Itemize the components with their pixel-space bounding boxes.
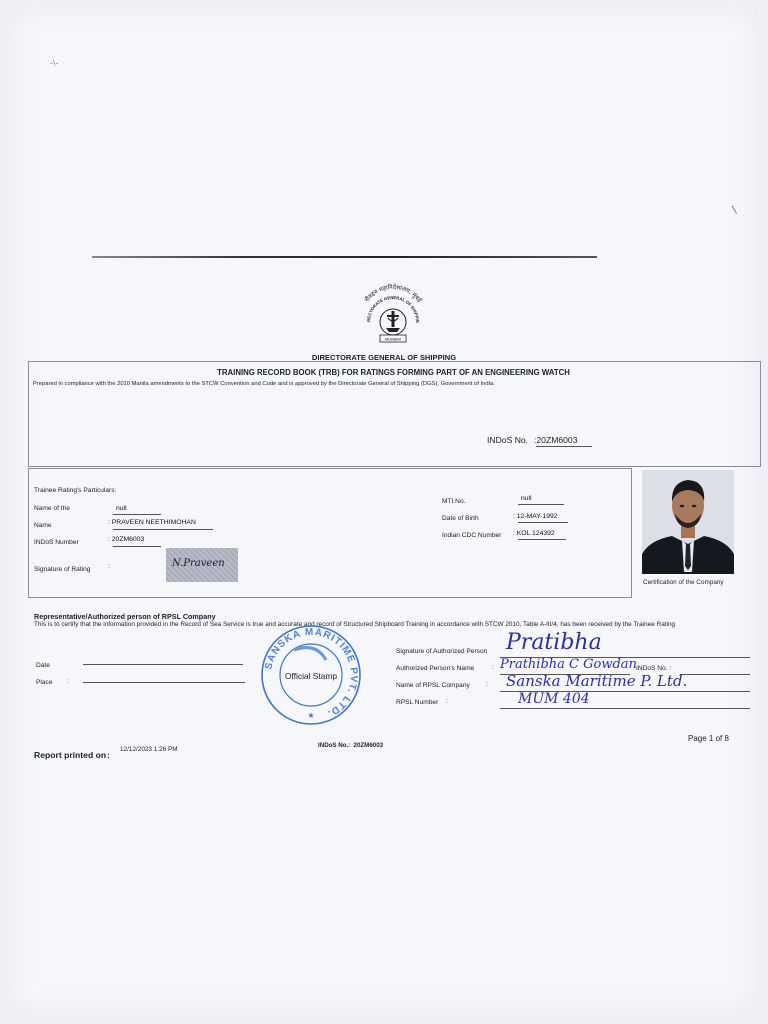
footer-indos-value: : 20ZM6003 bbox=[348, 742, 384, 749]
indos-number-label: INDoS Number bbox=[34, 539, 79, 546]
footer-indos-label: INDoS No. bbox=[318, 742, 349, 749]
photo-caption: Certification of the Company bbox=[643, 579, 724, 586]
trainee-section-title: Trainee Rating's Particulars: bbox=[34, 487, 117, 494]
svg-text:DIRECTORATE GENERAL OF SHIPPIN: RECTORATE GENERAL OF SHIPPIN bbox=[365, 294, 421, 323]
rating-signature-hand: N.Praveen bbox=[172, 558, 225, 569]
indos-header-label: INDoS No. bbox=[487, 435, 529, 445]
company-colon: : bbox=[486, 681, 488, 688]
scan-mark: ‑\‑ bbox=[50, 58, 59, 68]
indos-header-value: :20ZM6003 bbox=[534, 435, 578, 445]
svg-text:नौवहन महानिदेशालय, मुंबई: नौवहन महानिदेशालय, मुंबई bbox=[363, 283, 423, 304]
compliance-text: Prepared in compliance with the 2010 Manila amendments to the STCW Convention and Code and is approved by the Directorate General of Shipping (DGS), Government of India. bbox=[33, 381, 495, 387]
rpsl-label: RPSL Number bbox=[396, 699, 439, 706]
field-underline bbox=[113, 529, 213, 530]
official-stamp-icon bbox=[256, 620, 366, 730]
company-hand: Sanska Maritime P. Ltd. bbox=[506, 672, 688, 690]
representative-title: Representative/Authorized person of RPSL Company bbox=[34, 612, 216, 621]
dgs-emblem-icon bbox=[348, 278, 438, 348]
certify-text: This is to certify that the information provided in the Record of Sea Service is true and accurate and record of Structured Shipboard Training in accordance with STCW 2010, Table A-III/4, has been received by the Trainee Rating bbox=[34, 621, 676, 628]
indos-number-value: : 20ZM6003 bbox=[108, 536, 145, 543]
authorized-name-hand: Prathibha C Gowdan bbox=[500, 657, 637, 672]
sig-authorized-label: Signature of Authorized Person bbox=[396, 648, 488, 655]
report-printed-colon: : bbox=[107, 750, 110, 760]
field-underline bbox=[518, 522, 568, 523]
indos-underline bbox=[536, 446, 592, 447]
name-label: Name bbox=[34, 522, 52, 529]
rpsl-underline bbox=[500, 708, 750, 709]
name-value: : PRAVEEN NEETHIMOHAN bbox=[108, 519, 196, 526]
header-rule bbox=[92, 256, 597, 258]
dob-label: Date of Birth bbox=[442, 515, 479, 522]
place-underline bbox=[83, 682, 245, 683]
authorized-indos-label: INDoS No. : bbox=[636, 665, 672, 672]
mti-label: MTI No. bbox=[442, 498, 466, 505]
report-printed-value: 12/12/2023 1:26 PM bbox=[120, 746, 178, 753]
svg-text:SANSKA MARITIME PVT. LTD.: SANSKA MARITIME PVT. LTD. bbox=[263, 626, 360, 720]
field-underline bbox=[518, 504, 564, 505]
field-underline bbox=[518, 539, 566, 540]
signature-colon: : bbox=[108, 563, 110, 570]
authorized-name-colon: : bbox=[492, 664, 494, 671]
cdc-label: Indian CDC Number bbox=[442, 532, 502, 539]
signature-of-rating-label: Signature of Rating bbox=[34, 566, 91, 573]
report-printed-label: Report printed on bbox=[34, 750, 107, 760]
place-label: Place bbox=[36, 679, 53, 686]
field-underline bbox=[113, 546, 161, 547]
date-label: Date bbox=[36, 662, 50, 669]
svg-text:★: ★ bbox=[307, 711, 315, 720]
date-underline bbox=[83, 664, 243, 665]
place-colon: : bbox=[67, 678, 69, 685]
field-underline bbox=[113, 514, 161, 515]
org-name: DIRECTORATE GENERAL OF SHIPPING bbox=[311, 353, 457, 362]
name-of-the-value: null bbox=[116, 505, 127, 512]
authorized-name-label: Authorized Person's Name bbox=[396, 665, 475, 672]
mti-value: null bbox=[521, 495, 532, 502]
rpsl-colon: : bbox=[446, 698, 448, 705]
authorized-signature: Pratibha bbox=[506, 630, 602, 655]
page-number: Page 1 of 8 bbox=[688, 734, 729, 743]
indos-underline bbox=[680, 674, 750, 675]
trainee-photo bbox=[642, 470, 734, 574]
cdc-value: : KOL 124392 bbox=[513, 530, 555, 537]
svg-text:Official Stamp: Official Stamp bbox=[285, 671, 337, 681]
rpsl-hand: MUM 404 bbox=[518, 691, 590, 707]
dob-value: : 12-MAY-1992 bbox=[513, 513, 558, 520]
svg-text:MUMBAI: MUMBAI bbox=[385, 336, 401, 342]
document-title: TRAINING RECORD BOOK (TRB) FOR RATINGS FORMING PART OF AN ENGINEERING WATCH bbox=[217, 368, 570, 377]
company-label: Name of RPSL Company bbox=[396, 682, 470, 689]
name-of-the-label: Name of the bbox=[34, 505, 70, 512]
scan-mark: | bbox=[730, 204, 739, 215]
